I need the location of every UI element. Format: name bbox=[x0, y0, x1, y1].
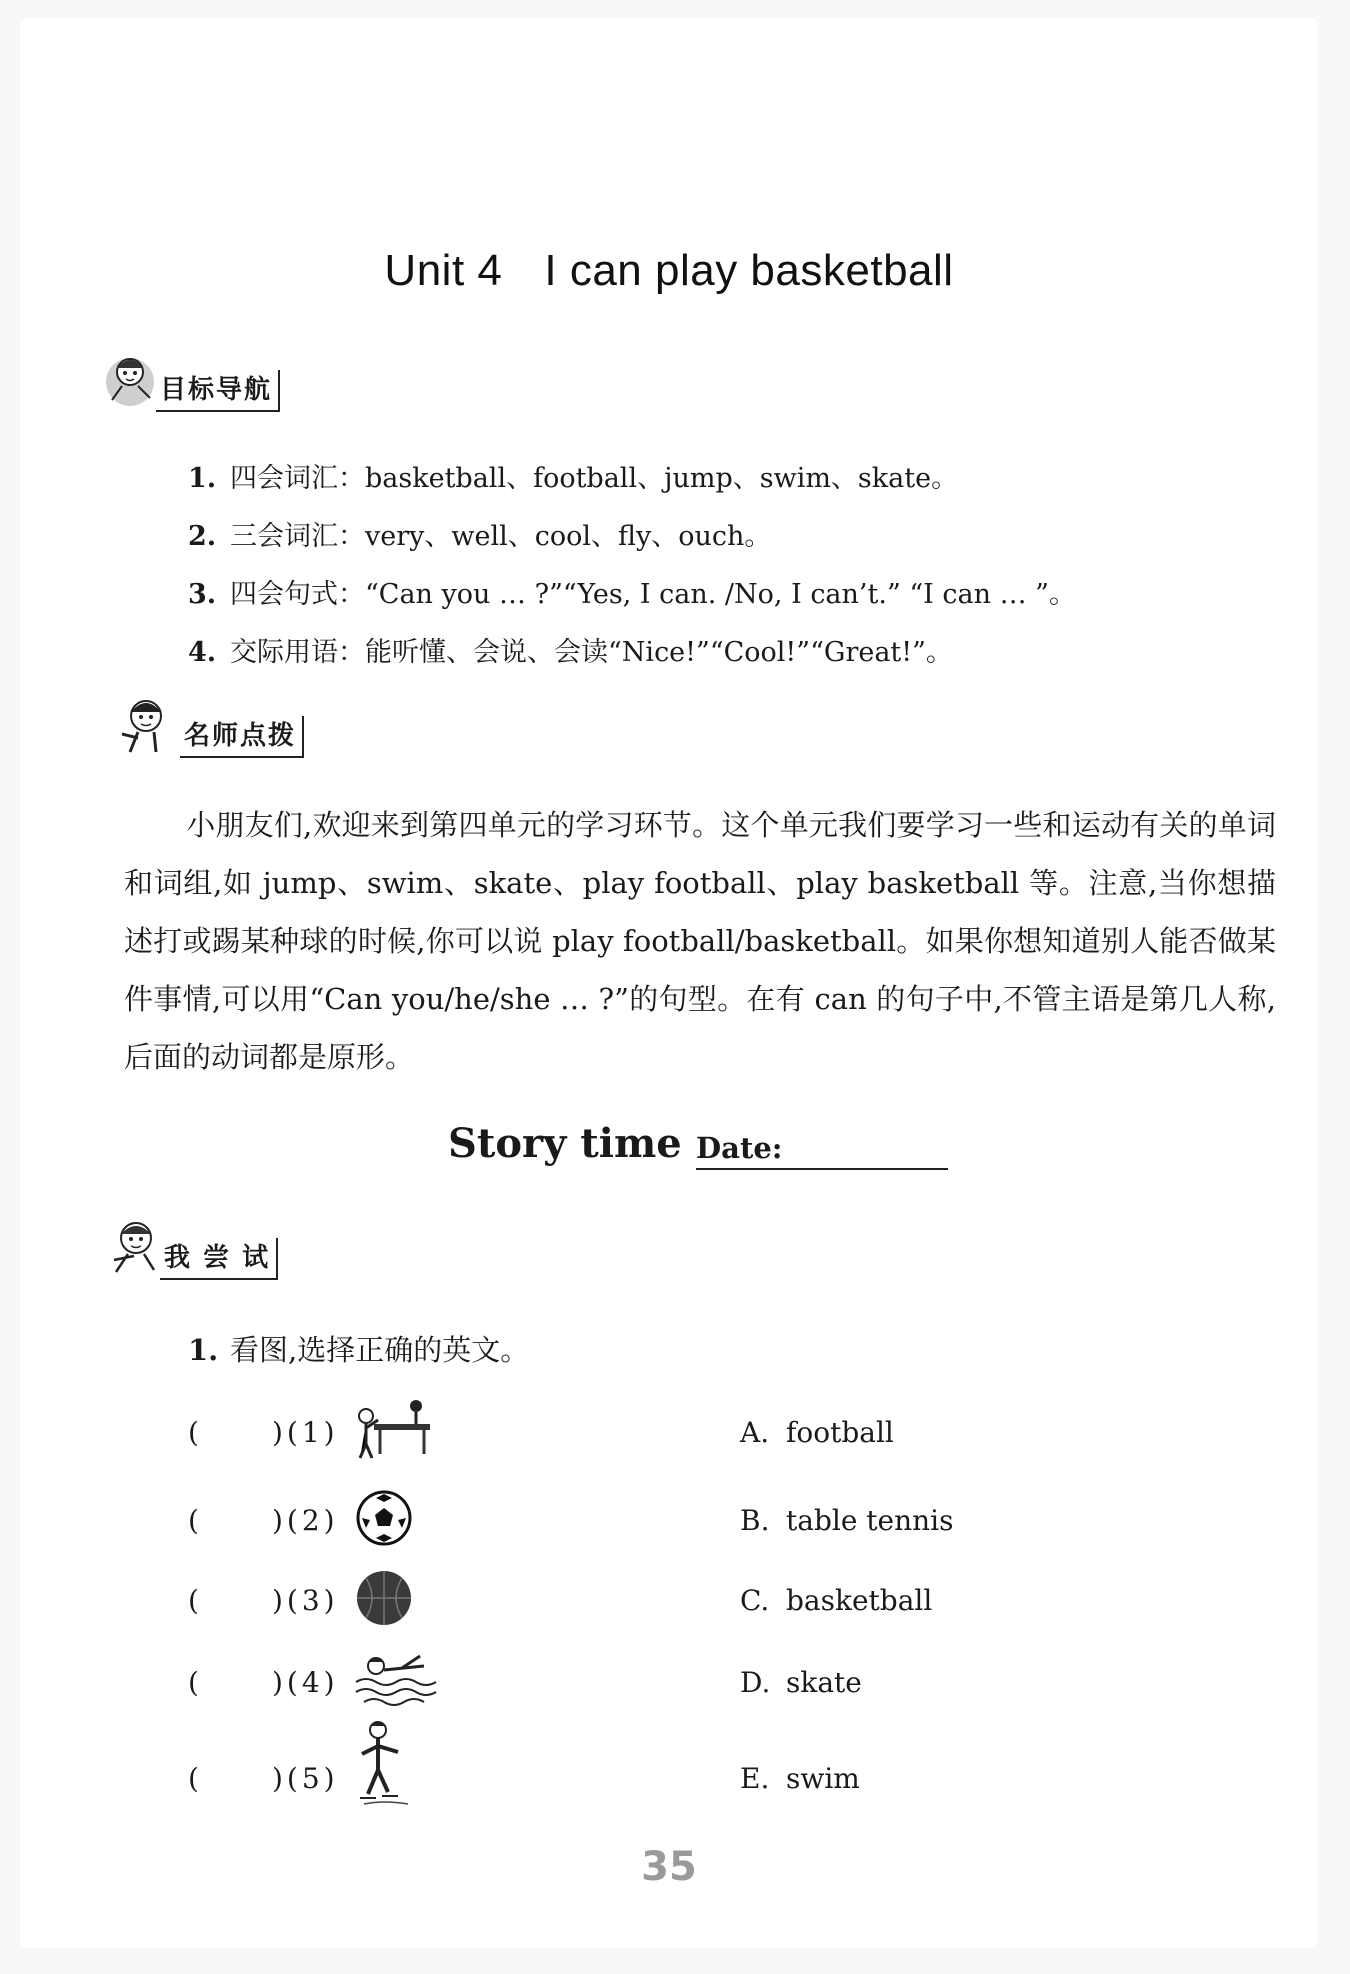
question-number: )(2) bbox=[272, 1504, 339, 1537]
skater-picture bbox=[354, 1718, 418, 1808]
goal-item: 3. 四会句式：“Can you … ?”“Yes, I can. /No, I can’t.” “I can … ”。 bbox=[188, 579, 1076, 610]
football-picture bbox=[354, 1488, 414, 1548]
unit-title bbox=[20, 246, 1318, 296]
match-row bbox=[188, 1742, 1188, 1842]
unit-name: I can play basketball bbox=[544, 246, 954, 295]
goal-item: 2. 三会词汇：very、well、cool、fly、ouch。 bbox=[188, 521, 772, 552]
section-try-label: 我 尝 试 bbox=[160, 1238, 278, 1280]
section-tips-label: 名师点拨 bbox=[180, 716, 304, 758]
basketball-picture bbox=[354, 1568, 414, 1628]
table-tennis-picture bbox=[354, 1396, 434, 1460]
question-number: )(3) bbox=[272, 1584, 339, 1617]
swimmer-picture bbox=[354, 1652, 444, 1706]
goal-list bbox=[188, 450, 1248, 682]
match-row bbox=[188, 1396, 1188, 1476]
option-item: E. swim bbox=[740, 1762, 860, 1795]
date-label: Date: bbox=[696, 1131, 783, 1165]
answer-blank-open[interactable]: ( bbox=[188, 1762, 199, 1795]
section-goals-header bbox=[102, 348, 362, 418]
match-row bbox=[188, 1564, 1188, 1644]
unit-number: Unit 4 bbox=[384, 246, 503, 295]
section-goals-label: 目标导航 bbox=[156, 370, 280, 412]
option-item: D. skate bbox=[740, 1666, 862, 1699]
option-item: B. table tennis bbox=[740, 1504, 954, 1537]
goal-item: 1. 四会词汇：basketball、football、jump、swim、skate。 bbox=[188, 463, 959, 494]
story-time-heading: Story time bbox=[448, 1120, 682, 1167]
exercise-instruction: 1. 看图,选择正确的英文。 bbox=[188, 1333, 530, 1367]
match-row bbox=[188, 1646, 1188, 1726]
match-row bbox=[188, 1484, 1188, 1564]
section-try-header bbox=[104, 1216, 344, 1286]
section-tips-header bbox=[116, 694, 376, 764]
date-blank-line[interactable] bbox=[696, 1168, 948, 1170]
tip-paragraph: 小朋友们,欢迎来到第四单元的学习环节。这个单元我们要学习一些和运动有关的单词和词组,如 jump、swim、skate、play football、play basketball 等。注意,当你想描述打或踢某种球的时候,你可以说 play football/basketball。如果你想知道别人能否做某件事情,可以用“Can you/he/she … ?”的句型。在有 can 的句子中,不管主语是第几人称,后面的动词都是原形。 bbox=[124, 808, 1276, 1074]
answer-blank-open[interactable]: ( bbox=[188, 1504, 199, 1537]
workbook-page bbox=[20, 18, 1318, 1948]
goal-item: 4. 交际用语：能听懂、会说、会读“Nice!”“Cool!”“Great!”。 bbox=[188, 637, 953, 668]
question-number: )(4) bbox=[272, 1666, 339, 1699]
answer-blank-open[interactable]: ( bbox=[188, 1584, 199, 1617]
question-number: )(5) bbox=[272, 1762, 339, 1795]
answer-blank-open[interactable]: ( bbox=[188, 1416, 199, 1449]
boy-mascot-icon bbox=[116, 694, 178, 756]
girl-mascot-icon bbox=[104, 1216, 166, 1278]
girl-mascot-icon bbox=[102, 348, 164, 410]
page-number: 35 bbox=[641, 1844, 697, 1890]
option-item: C. basketball bbox=[740, 1584, 933, 1617]
answer-blank-open[interactable]: ( bbox=[188, 1666, 199, 1699]
question-number: )(1) bbox=[272, 1416, 339, 1449]
option-item: A. football bbox=[740, 1416, 894, 1449]
